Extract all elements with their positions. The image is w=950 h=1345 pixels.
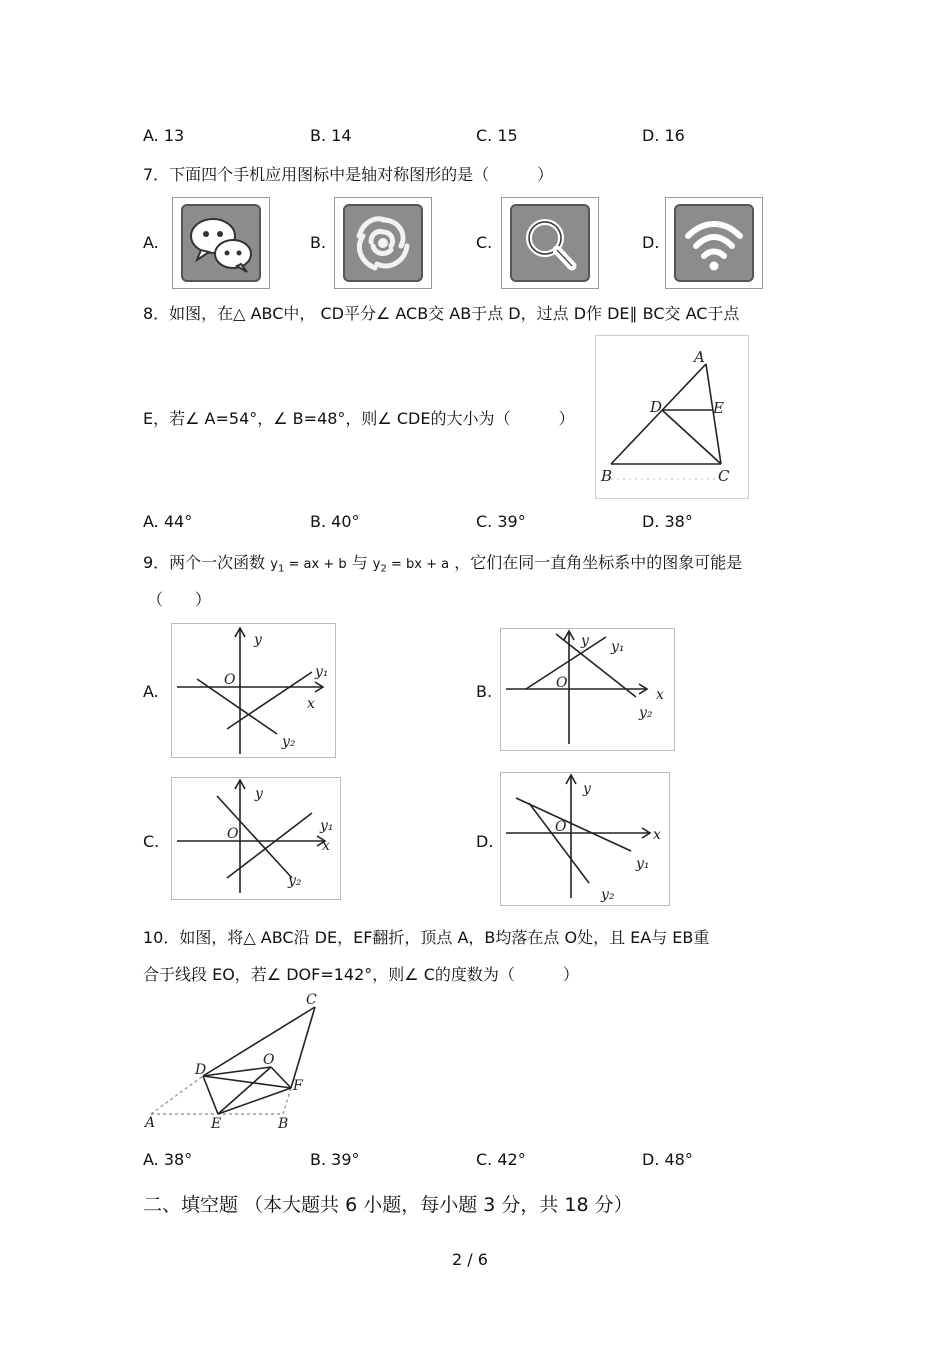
q10-option-b: B. 39° [310, 1150, 360, 1169]
q9-suffix: ，它们在同一直角坐标系中的图象可能是 [454, 553, 743, 572]
q9d-x-label: x [653, 827, 661, 843]
q9-label-d: D. [476, 832, 494, 851]
q9b-y-label: y [581, 633, 589, 649]
q8-text-line2: E，若∠ A=54°，∠ B=48°，则∠ CDE的大小为（ ） [143, 409, 575, 428]
q10-option-c: C. 42° [476, 1150, 526, 1169]
search-magnifier-icon [510, 204, 590, 282]
q9-function-2: $y_2$ = bx + a [372, 557, 450, 575]
q7-option-d [665, 197, 763, 289]
section-heading-fill-in: 二、填空题 （本大题共 6 小题，每小题 3 分，共 18 分） [143, 1194, 633, 1216]
q9-function-1: $y_1$ = ax + b [270, 557, 347, 575]
q9a-x-label: x [307, 696, 315, 712]
q8-option-a: A. 44° [143, 512, 193, 531]
q8-label-c: C [718, 467, 730, 485]
q7-option-b [334, 197, 432, 289]
q9d-y1-label: y₁ [636, 856, 650, 872]
q9c-y1-label: y₁ [320, 818, 334, 834]
q9a-o-label: O [224, 672, 236, 688]
q9d-o-label: O [555, 819, 567, 835]
q8-label-d: D [650, 398, 663, 416]
q8-label-a: A [694, 348, 705, 366]
q8-option-d: D. 38° [642, 512, 693, 531]
q9d-y2-label: y₂ [601, 887, 615, 903]
q9c-y-label: y [255, 786, 263, 802]
weather-swirl-icon [343, 204, 423, 282]
q6-option-c: C. 15 [476, 126, 518, 145]
q10-label-c: C [306, 992, 317, 1008]
q9c-x-label: x [322, 838, 330, 854]
q9-label-b: B. [476, 682, 493, 701]
q9a-y-label: y [254, 632, 262, 648]
q9b-x-label: x [656, 687, 664, 703]
q9a-y2-label: y₂ [282, 734, 296, 750]
q8-option-b: B. 40° [310, 512, 360, 531]
wifi-icon [674, 204, 754, 282]
q6-option-d: D. 16 [642, 126, 685, 145]
wechat-icon [181, 204, 261, 282]
q8-text-line1: 8．如图，在△ ABC中， CD平分∠ ACB交 AB于点 D，过点 D作 DE∥ BC交 AC于点 [143, 304, 740, 323]
q7-text: 7．下面四个手机应用图标中是轴对称图形的是（ ） [143, 165, 554, 184]
q8-label-e: E [713, 399, 724, 417]
q7-option-a [172, 197, 270, 289]
q9b-o-label: O [556, 675, 568, 691]
q10-label-f: F [293, 1078, 303, 1094]
q10-label-b: B [278, 1116, 289, 1130]
q9c-y2-label: y₂ [288, 873, 302, 889]
q10-label-e: E [211, 1116, 222, 1130]
q9-mid: 与 [351, 553, 373, 572]
q9-prefix: 9．两个一次函数 [143, 553, 266, 572]
q8-label-b: B [601, 467, 613, 485]
q10-text-line1: 10．如图，将△ ABC沿 DE，EF翻折，顶点 A，B均落在点 O处，且 EA与 EB重 [143, 928, 710, 947]
q9b-y1-label: y₁ [611, 639, 625, 655]
q9d-y-label: y [583, 781, 591, 797]
page-number: 2 / 6 [452, 1250, 488, 1269]
q9-label-c: C. [143, 832, 160, 851]
q7-label-c: C. [476, 233, 493, 252]
q9-label-a: A. [143, 682, 159, 701]
q9b-y2-label: y₂ [639, 705, 653, 721]
q7-label-a: A. [143, 233, 159, 252]
q10-option-a: A. 38° [143, 1150, 193, 1169]
q9a-y1-label: y₁ [315, 664, 329, 680]
q9-graph-a [171, 623, 336, 758]
q9-text [143, 550, 742, 575]
q9-answer-paren: （ ） [147, 590, 212, 609]
q10-option-d: D. 48° [642, 1150, 693, 1169]
q9c-o-label: O [227, 826, 239, 842]
q7-option-c [501, 197, 599, 289]
q9-graph-b [500, 628, 675, 751]
q6-option-a: A. 13 [143, 126, 185, 145]
q9-graph-d [500, 772, 670, 906]
q9-graph-c [171, 777, 341, 900]
q10-label-a: A [145, 1115, 156, 1130]
q7-label-b: B. [310, 233, 327, 252]
q8-figure [595, 335, 749, 499]
q10-figure [143, 992, 319, 1130]
q8-option-c: C. 39° [476, 512, 526, 531]
q6-option-b: B. 14 [310, 126, 352, 145]
q10-label-d: D [195, 1062, 207, 1078]
q7-label-d: D. [642, 233, 660, 252]
q10-label-o: O [263, 1052, 275, 1068]
q10-text-line2: 合于线段 EO，若∠ DOF=142°，则∠ C的度数为（ ） [143, 965, 579, 984]
